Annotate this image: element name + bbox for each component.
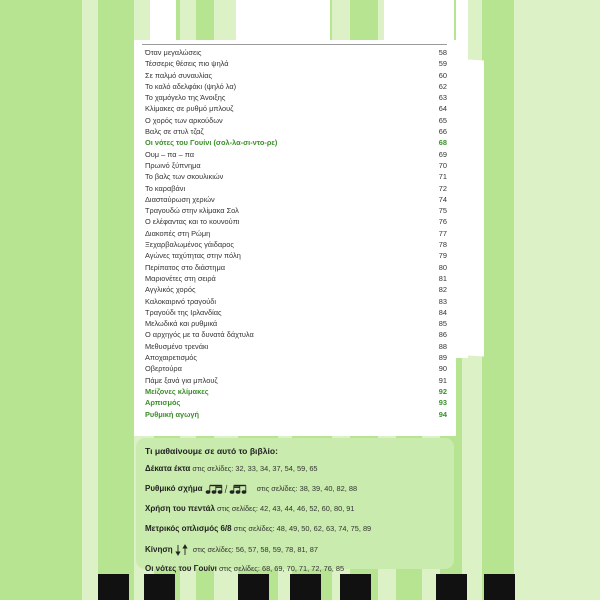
summary-pages: στις σελίδες: 38, 39, 40, 82, 88	[254, 484, 358, 493]
toc-entry	[145, 386, 447, 397]
toc-page-number: 82	[438, 285, 447, 295]
toc-page-number: 79	[438, 251, 447, 261]
toc-page-number: 77	[438, 228, 447, 238]
summary-label: Ρυθμικό σχήμα	[145, 484, 203, 493]
key-overlay	[150, 0, 176, 44]
toc-page-number: 88	[438, 341, 447, 351]
toc-entry	[145, 273, 447, 284]
bg-stripe	[482, 0, 514, 600]
toc-entry	[145, 149, 447, 160]
summary-label: Οι νότες του Γουίνι	[145, 564, 217, 573]
toc-entry	[145, 262, 447, 273]
toc-entry	[145, 363, 447, 374]
summary-line	[145, 544, 454, 554]
toc-page-number: 74	[438, 194, 447, 204]
bg-stripe	[98, 0, 134, 600]
toc-title: Ρυθμική αγωγή	[145, 409, 200, 419]
toc-page-number: 83	[438, 296, 447, 306]
toc-entry	[145, 47, 447, 58]
toc-page-number: 91	[438, 375, 447, 385]
toc-entry	[145, 409, 447, 420]
summary-line	[145, 564, 454, 574]
bg-stripe	[0, 0, 82, 600]
summary-pages: στις σελίδες: 32, 33, 34, 37, 54, 59, 65	[190, 464, 318, 473]
bg-stripe	[514, 0, 600, 600]
toc-entry	[145, 307, 447, 318]
toc-entry	[145, 250, 447, 261]
toc-page-number: 64	[438, 104, 447, 114]
toc-title: Το καραβάνι	[145, 183, 186, 193]
toc-title: Ουμ – πα – πα	[145, 149, 195, 159]
toc-entry	[145, 228, 447, 239]
summary-list	[145, 464, 454, 574]
toc-entry	[145, 205, 447, 216]
toc-title: Το χαμόγελο της Άνοιξης	[145, 93, 226, 103]
toc-entry	[145, 160, 447, 171]
toc-title: Πρωινό ξύπνημα	[145, 160, 201, 170]
toc-title: Μείζονες κλίμακες	[145, 386, 209, 396]
key-overlay	[468, 59, 484, 356]
toc-title: Αρπισμός	[145, 398, 181, 408]
toc-entry	[145, 341, 447, 352]
toc-page-number: 80	[438, 262, 447, 272]
key-overlay	[456, 0, 468, 358]
toc-entry	[145, 115, 447, 126]
summary-pages: στις σελίδες: 56, 57, 58, 59, 78, 81, 87	[190, 544, 318, 554]
toc-title: Ο αρχηγός με τα δυνατά δάχτυλα	[145, 330, 254, 340]
summary-label: Κίνηση	[145, 544, 173, 554]
toc-entry	[145, 171, 447, 182]
toc-entry	[145, 58, 447, 69]
toc-title: Ο χορός των αρκούδων	[145, 115, 223, 125]
toc-entry	[145, 375, 447, 386]
black-key	[340, 574, 371, 600]
summary-label: Χρήση του πεντάλ	[145, 504, 215, 513]
toc-entry	[145, 296, 447, 307]
toc-page-number: 92	[438, 386, 447, 396]
key-overlay	[420, 0, 454, 40]
summary-line	[145, 484, 454, 494]
toc-page-number: 86	[438, 330, 447, 340]
toc-title: Διασταύρωση χεριών	[145, 194, 215, 204]
summary-label: Δέκατα έκτα	[145, 464, 191, 473]
summary-line	[145, 464, 454, 474]
toc-page-number: 66	[438, 127, 447, 137]
divider-line	[142, 44, 447, 45]
summary-line	[145, 504, 454, 514]
black-key	[290, 574, 321, 600]
toc-entry	[145, 92, 447, 103]
toc-title: Τραγούδι της Ιρλανδίας	[145, 307, 222, 317]
toc-entry	[145, 216, 447, 227]
toc-entry	[145, 329, 447, 340]
toc-page-number: 58	[438, 48, 447, 57]
summary-pages: στις σελίδες: 48, 49, 50, 62, 63, 74, 75, 89	[231, 524, 372, 533]
summary-box	[136, 438, 454, 573]
toc-page-number: 85	[438, 319, 447, 329]
toc-title: Τέσσερις θέσεις πιο ψηλά	[145, 59, 229, 69]
toc-page-number: 63	[438, 93, 447, 103]
toc-title: Αγγλικός χορός	[145, 285, 196, 295]
black-key	[144, 574, 175, 600]
toc-title: Πάμε ξανά για μπλουζ	[145, 375, 218, 385]
toc-title: Τραγουδώ στην κλίμακα Σολ	[145, 206, 239, 216]
up-down-arrows-icon	[175, 544, 189, 556]
toc-entry	[145, 183, 447, 194]
toc-title: Οι νότες του Γουίνι (σολ-λα-σι-ντο-ρε)	[145, 138, 278, 148]
bg-stripe	[82, 0, 98, 600]
toc-page-number: 84	[438, 307, 447, 317]
toc-title: Καλοκαιρινό τραγούδι	[145, 296, 217, 306]
toc-entry	[145, 239, 447, 250]
toc-entry	[145, 194, 447, 205]
toc-entry	[145, 397, 447, 408]
summary-title: Τι μαθαίνουμε σε αυτό το βιβλίο:	[145, 446, 278, 456]
toc-title: Το καλό αδελφάκι (ψηλό λα)	[145, 81, 237, 91]
toc-title: Το βαλς των σκουλικιών	[145, 172, 224, 182]
toc-page-number: 81	[438, 273, 447, 283]
rhythm-notes-icon	[205, 484, 253, 494]
summary-pages: στις σελίδες: 42, 43, 44, 46, 52, 60, 80, 91	[214, 504, 355, 513]
toc-page-number: 93	[438, 398, 447, 408]
toc-entry	[145, 81, 447, 92]
toc-title: Μελωδικά και ρυθμικά	[145, 319, 218, 329]
toc-title: Αγώνες ταχύτητας στην πόλη	[145, 251, 241, 261]
toc-page-number: 89	[438, 353, 447, 363]
black-key	[436, 574, 467, 600]
toc-entry	[145, 352, 447, 363]
toc-page-number: 78	[438, 240, 447, 250]
toc-entry	[145, 126, 447, 137]
toc-title: Μαριονέτες στη σειρά	[145, 273, 216, 283]
summary-pages: στις σελίδες: 68, 69, 70, 71, 72, 76, 85	[216, 564, 345, 573]
toc-page-number: 59	[438, 59, 447, 69]
toc-page-number: 69	[438, 149, 447, 159]
toc-title: Βαλς σε στυλ τζαζ	[145, 127, 204, 137]
toc-title: Ξεχαρβαλωμένος γάιδαρος	[145, 240, 234, 250]
toc-title: Διακοπές στη Ρώμη	[145, 228, 211, 238]
toc-entry	[145, 284, 447, 295]
toc-title: Μεθυσμένο τρενάκι	[145, 341, 209, 351]
toc-page-number: 90	[438, 364, 447, 374]
toc-page-number: 75	[438, 206, 447, 216]
toc-title: Κλίμακες σε ρυθμό μπλουζ	[145, 104, 234, 114]
toc-page-number: 60	[438, 70, 447, 80]
toc-page-number: 71	[438, 172, 447, 182]
black-key	[98, 574, 129, 600]
toc-entry	[145, 70, 447, 81]
toc-page-number: 68	[438, 138, 447, 148]
summary-line	[145, 524, 454, 534]
black-key	[484, 574, 515, 600]
toc-page-number: 94	[438, 409, 447, 419]
key-overlay	[236, 0, 330, 44]
toc-title: Αποχαιρετισμός	[145, 353, 197, 363]
toc-page-number: 70	[438, 160, 447, 170]
toc-page-number: 62	[438, 81, 447, 91]
toc-entry	[145, 103, 447, 114]
toc-title: Ο ελέφαντας και το κουνούπι	[145, 217, 240, 227]
toc-entry	[145, 137, 447, 148]
black-key	[238, 574, 269, 600]
toc-page-number: 65	[438, 115, 447, 125]
toc-title: Σε παλμό συναυλίας	[145, 70, 213, 80]
toc-page-number: 76	[438, 217, 447, 227]
toc-entry	[145, 318, 447, 329]
toc-title: Όταν μεγαλώσεις	[145, 48, 202, 57]
table-of-contents	[145, 47, 447, 420]
toc-title: Οβερτούρα	[145, 364, 182, 374]
toc-page-number: 72	[438, 183, 447, 193]
summary-label: Μετρικός οπλισμός 6/8	[145, 524, 232, 533]
toc-title: Περίπατος στο διάστημα	[145, 262, 225, 272]
